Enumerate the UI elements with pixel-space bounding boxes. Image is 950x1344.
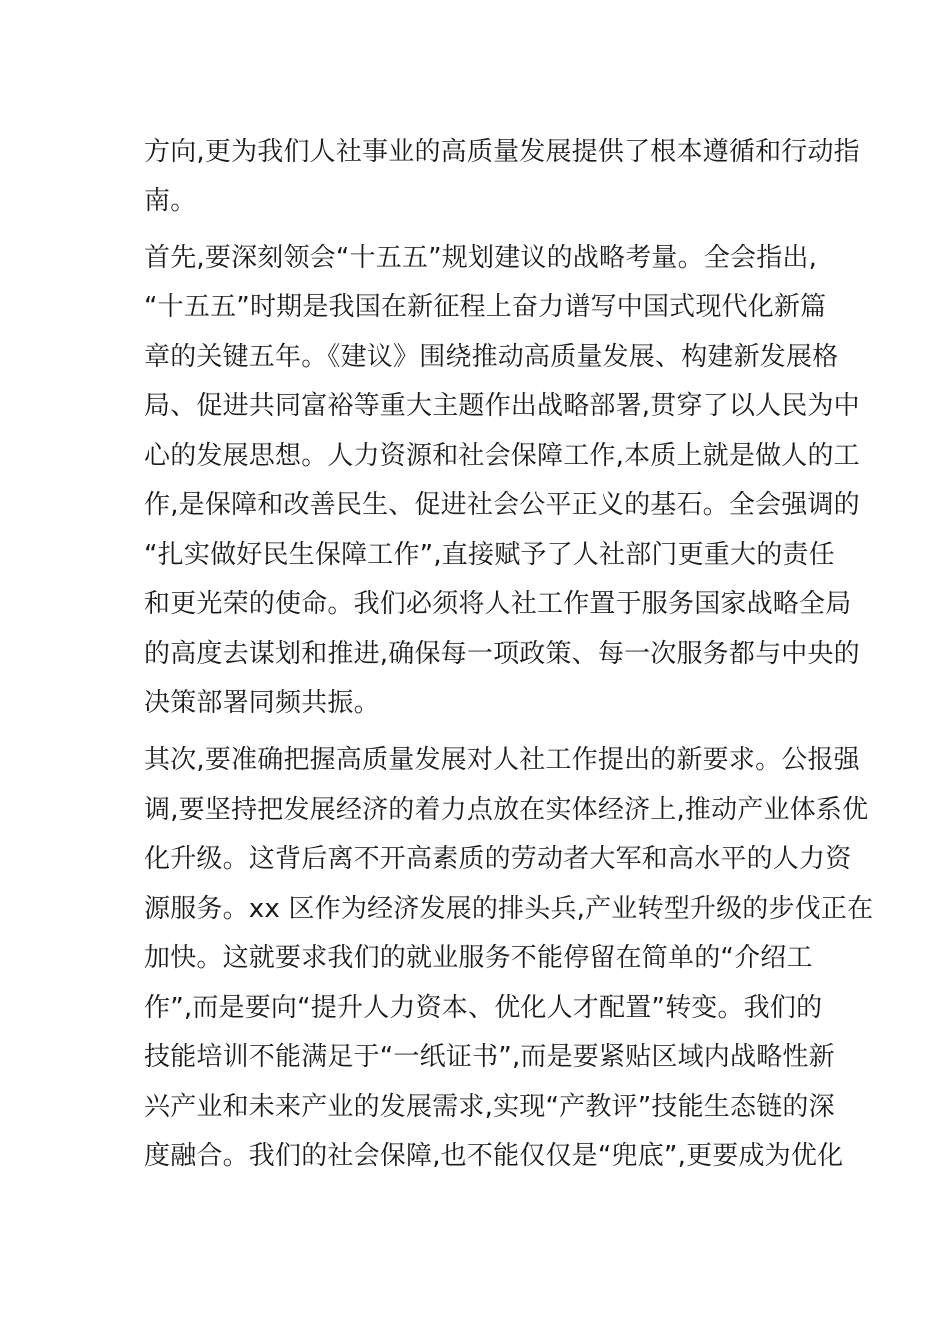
- text-line: 化升级。这背后离不开高素质的劳动者大军和高水平的人力资: [144, 844, 852, 874]
- text-line: 决策部署同频共振。: [144, 688, 380, 718]
- text-line: 作”,而是要向“提升人力资本、优化人才配置”转变。我们的: [144, 993, 823, 1023]
- text-line: 调,要坚持把发展经济的着力点放在实体经济上,推动产业体系优: [144, 795, 869, 825]
- text-line: 局、促进共同富裕等重大主题作出战略部署,贯穿了以人民为中: [144, 391, 860, 421]
- text-line: 和更光荣的使命。我们必须将人社工作置于服务国家战略全局: [144, 589, 852, 619]
- text-line: 源服务。xx 区作为经济发展的排头兵,产业转型升级的步伐正在: [144, 894, 874, 924]
- text-line: “扎实做好民生保障工作”,直接赋予了人社部门更重大的责任: [144, 540, 835, 570]
- text-line: “十五五”时期是我国在新征程上奋力谱写中国式现代化新篇: [144, 292, 827, 322]
- text-line: 技能培训不能满足于“一纸证书”,而是要紧贴区域内战略性新: [144, 1042, 835, 1072]
- text-line: 度融合。我们的社会保障,也不能仅仅是“兜底”,更要成为优化: [144, 1141, 844, 1171]
- text-line: 首先,要深刻领会“十五五”规划建议的战略考量。全会指出,: [144, 243, 818, 273]
- text-line: 章的关键五年。《建议》围绕推动高质量发展、构建新发展格: [144, 342, 839, 372]
- text-line: 其次,要准确把握高质量发展对人社工作提出的新要求。公报强: [144, 745, 860, 775]
- text-line: 加快。这就要求我们的就业服务不能停留在简单的“介绍工: [144, 943, 813, 973]
- text-line: 心的发展思想。人力资源和社会保障工作,本质上就是做人的工: [144, 441, 860, 471]
- text-line: 作,是保障和改善民生、促进社会公平正义的基石。全会强调的: [144, 490, 860, 520]
- text-line: 兴产业和未来产业的发展需求,实现“产教评”技能生态链的深: [144, 1092, 835, 1122]
- text-line: 方向,更为我们人社事业的高质量发展提供了根本遵循和行动指: [144, 137, 860, 167]
- text-line: 的高度去谋划和推进,确保每一项政策、每一次服务都与中央的: [144, 639, 860, 669]
- text-line: 南。: [144, 186, 197, 216]
